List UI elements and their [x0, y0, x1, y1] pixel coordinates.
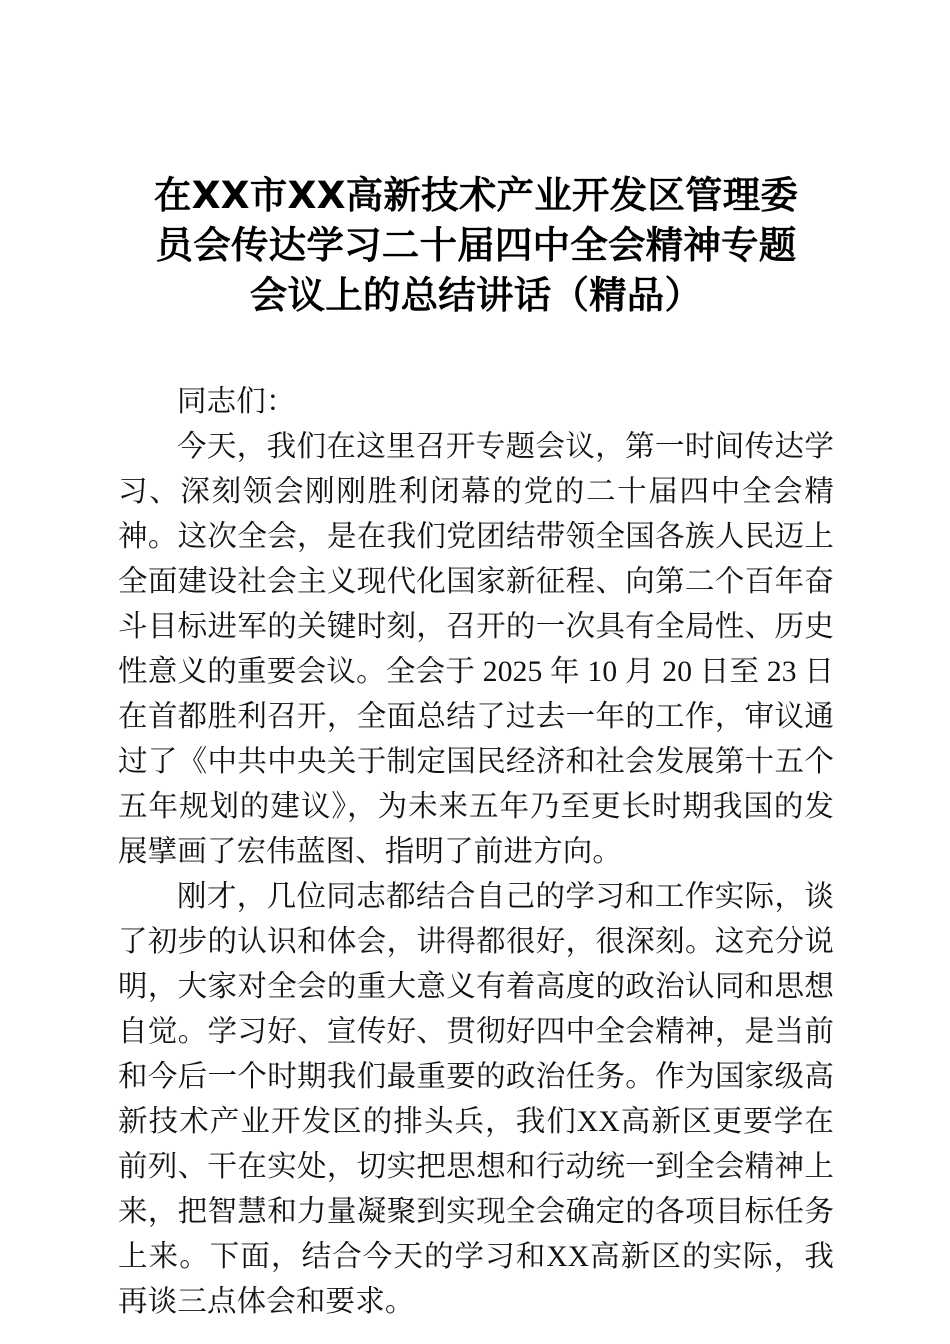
title-line-2: 员会传达学习二十届四中全会精神专题 [155, 223, 797, 267]
document-content [118, 0, 834, 1325]
salutation: 同志们： [177, 386, 296, 418]
page-title [118, 0, 834, 320]
title-body-spacer [118, 320, 834, 380]
body-paragraph-2: 刚才，几位同志都结合自己的学习和工作实际，谈了初步的认识和体会，讲得都很好，很深刻。这充分说明，大家对全会的重大意义有着高度的政治认同和思想自觉。学习好、宣传好、贯彻好四中全会精神，是当前和今后一个时期我们最重要的政治任务。作为国家级高新技术产业开发区的排头兵，我们XX高新区更要学在前列、干在实处，切实把思想和行动统一到全会精神上来，把智慧和力量凝聚到实现全会确定的各项目标任务上来。下面，结合今天的学习和XX高新区的实际，我再谈三点体会和要求。 [118, 881, 834, 1318]
title-line-1: 在XX市XX高新技术产业开发区管理委 [153, 173, 799, 217]
title-line-3: 会议上的总结讲话（精品） [249, 273, 703, 317]
body-paragraph-1: 今天，我们在这里召开专题会议，第一时间传达学习、深刻领会刚刚胜利闭幕的党的二十届四中全会精神。这次全会，是在我们党团结带领全国各族人民迈上全面建设社会主义现代化国家新征程、向第二个百年奋斗目标进军的关键时刻，召开的一次具有全局性、历史性意义的重要会议。全会于 2025 年 10 月 20 日至 23 日在首都胜利召开，全面总结了过去一年的工作，审议通过了《中共中央关于制定国民经济和社会发展第十五个五年规划的建议》，为未来五年乃至更长时期我国的发展擘画了宏伟蓝图、指明了前进方向。 [118, 431, 834, 868]
